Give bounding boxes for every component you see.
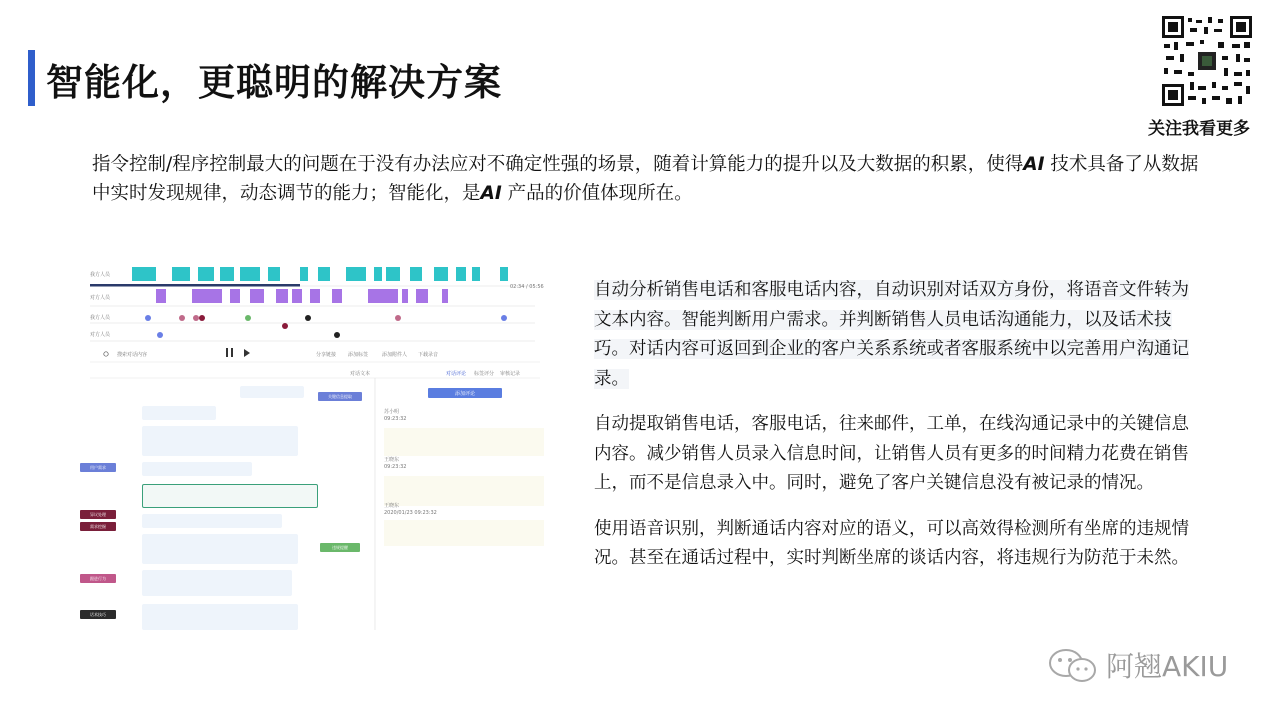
chat-bubble	[142, 462, 252, 476]
panel-title: 对话文本	[350, 371, 371, 377]
tag-skill[interactable]: 话术技巧	[80, 610, 116, 619]
chat-bubble	[142, 534, 298, 564]
playback-time: 02:34 / 05:56	[510, 284, 544, 290]
tag-violation[interactable]: 违规提醒	[320, 543, 360, 552]
intro-paragraph	[92, 150, 1202, 208]
tab-comments[interactable]: 对话评论	[446, 371, 467, 377]
product-screenshot	[80, 258, 550, 630]
track-label-3: 我方人员	[90, 315, 111, 321]
feature-paragraph-1	[594, 276, 1194, 394]
search-input[interactable]: 搜索对话内容	[117, 352, 148, 358]
watermark-text: 阿翘AKIU	[1106, 650, 1229, 683]
intro-text-a: 指令控制/程序控制最大的问题在于没有办法应对不确定性强的场景，随着计算能力的提升以及大数据的积累，使得	[92, 154, 1024, 175]
tab-audit[interactable]: 审核记录	[500, 371, 521, 377]
intro-text-c: 产品的价值体现所在。	[501, 183, 693, 204]
qr-code-icon	[1162, 16, 1252, 106]
track-label-1: 我方人员	[90, 272, 111, 278]
add-comment-button[interactable]: 添加评论	[455, 391, 476, 397]
chat-bubble	[142, 426, 298, 456]
chat-bubble	[240, 386, 304, 398]
comment-author-3: 王晓东	[384, 503, 400, 509]
tag-need-mining[interactable]: 需求挖掘	[80, 522, 116, 531]
feature-text-1: 自动分析销售电话和客服电话内容，自动识别对话双方身份，将语音文件转为文本内容。智能判断用户需求。并判断销售人员电话沟通能力，以及话术技巧。对话内容可返回到企业的客户关系系统或者客服系统中以完善用户沟通记录。	[594, 280, 1189, 389]
intro-ai-term-1: AI	[1023, 154, 1045, 175]
toolbar-tag[interactable]: 添加标签	[348, 352, 369, 358]
feature-description	[594, 276, 1194, 590]
chat-bubble	[142, 406, 216, 420]
toolbar-share[interactable]: 分享链接	[316, 352, 337, 358]
tag-objection[interactable]: 异议处理	[80, 510, 116, 519]
comment-time-3: 2020/01/23 09:23:32	[384, 510, 437, 516]
title-accent-bar	[28, 50, 35, 106]
chat-bubble	[142, 604, 298, 630]
tag-follow-up[interactable]: 跟进行为	[80, 574, 116, 583]
chat-bubble-selected	[142, 484, 318, 508]
chat-bubble	[142, 570, 292, 596]
tag-user-need[interactable]: 用户需求	[80, 463, 116, 472]
tab-score[interactable]: 标签评分	[474, 371, 495, 377]
intro-text-b: 技术具备了从数据中实时发现规律，动态调节的能力；智能化，是	[92, 154, 1199, 204]
comment-author-1: 苏小明	[384, 409, 400, 415]
comment-author-2: 王晓东	[384, 457, 400, 463]
track-label-4: 对方人员	[90, 332, 111, 338]
qr-caption: 关注我看更多	[1148, 119, 1250, 139]
chat-bubble	[142, 514, 282, 528]
toolbar-attach[interactable]: 添加附件人	[382, 352, 408, 358]
track-label-2: 对方人员	[90, 295, 111, 301]
comment-time-2: 09:23:32	[384, 464, 407, 470]
page-title: 智能化，更聪明的解决方案	[46, 61, 502, 104]
feature-paragraph-2: 自动提取销售电话，客服电话，往来邮件，工单，在线沟通记录中的关键信息内容。减少销售人员录入信息时间，让销售人员有更多的时间精力花费在销售上，而不是信息录入中。同时，避免了客户关键信息没有被记录的情况。	[594, 414, 1189, 493]
tag-key-info[interactable]: 关键信息提取	[318, 392, 362, 401]
intro-ai-term-2: AI	[480, 183, 502, 204]
toolbar-download[interactable]: 下载录音	[418, 352, 439, 358]
feature-paragraph-3: 使用语音识别，判断通话内容对应的语义，可以高效得检测所有坐席的违规情况。甚至在通话过程中，实时判断坐席的谈话内容，将违规行为防范于未然。	[594, 518, 1189, 568]
comment-time-1: 09:23:32	[384, 416, 407, 422]
